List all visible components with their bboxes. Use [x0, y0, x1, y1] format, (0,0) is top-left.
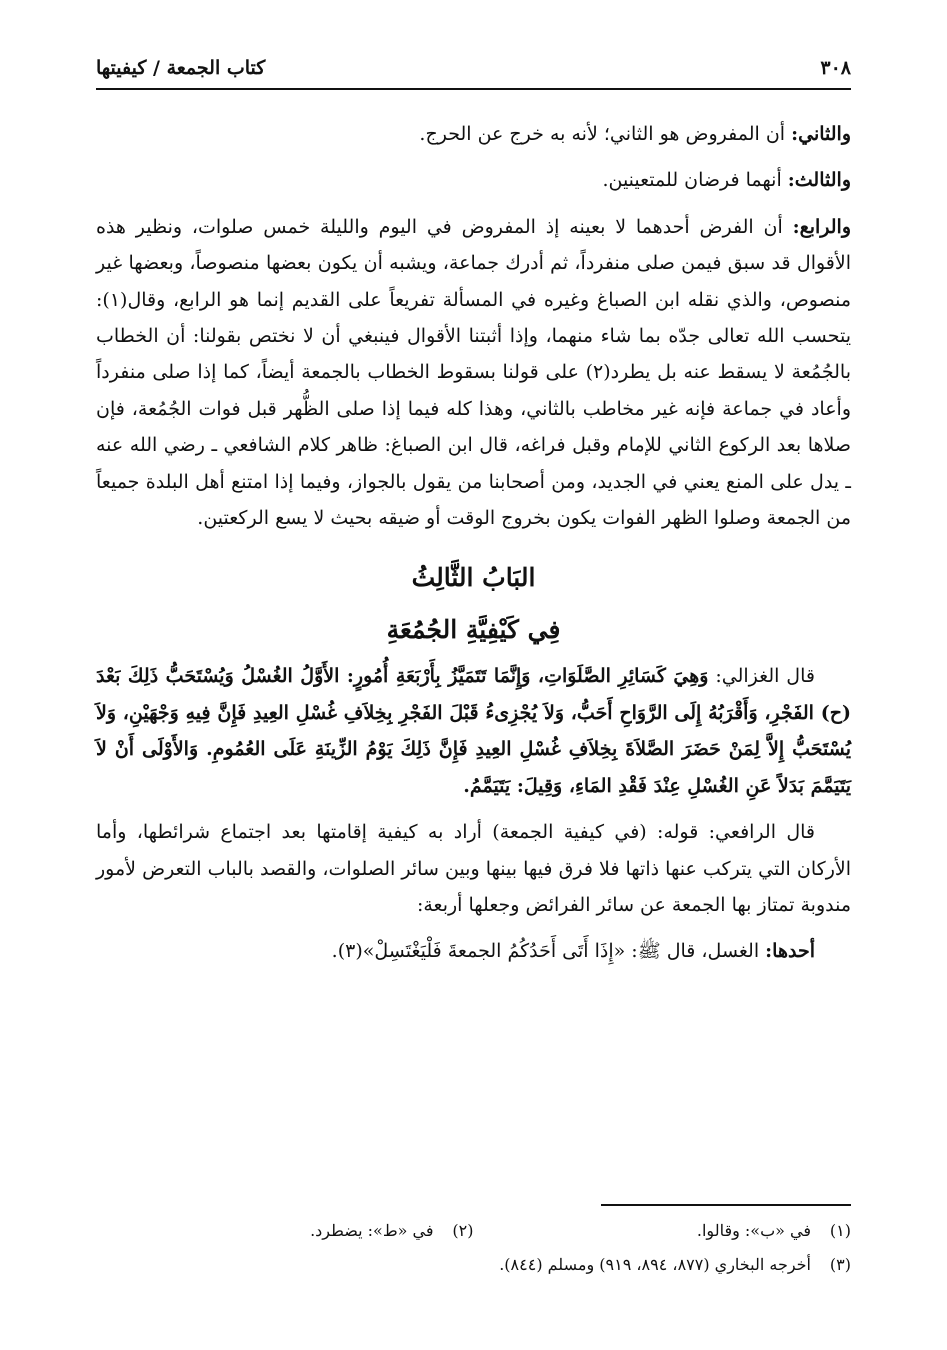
- paragraph-lead: أحدها:: [765, 940, 815, 963]
- rafii-commentary: قال الرافعي: قوله: (في كيفية الجمعة) أراد به كيفية إقامتها بعد اجتماع شرائطها، وأما الأركان التي يتركب عنها ذاتها فلا فرق فيها بينها وبين سائر الصلوات، والقصد بالباب التعرض لأمور مندوبة تمتاز بها الجمعة عن سائر الفرائض وجعلها أربعة:: [96, 821, 851, 916]
- paragraph-fourth: [96, 209, 851, 537]
- footnote-divider: [601, 1204, 851, 1206]
- footnote-text: في «ط»: يضطرد.: [310, 1221, 434, 1240]
- footnotes: [96, 1214, 851, 1282]
- footnote-3: [499, 1248, 851, 1282]
- chapter-subheading: فِي كَيْفِيَّةِ الجُمُعَةِ: [386, 615, 561, 645]
- footnote-row: [96, 1248, 851, 1282]
- ghazali-matn: [96, 658, 851, 804]
- footnote-text: في «ب»: وقالوا.: [696, 1221, 811, 1240]
- running-title: كتاب الجمعة / كيفيتها: [96, 57, 266, 79]
- paragraph-lead: والثاني:: [791, 123, 851, 145]
- ghazali-intro: قال الغزالي:: [708, 665, 815, 688]
- paragraph-body: أن الفرض أحدهما لا بعينه إذ المفروض في اليوم والليلة خمس صلوات، ونظير هذه الأقوال قد سبق فيمن صلى منفرداً، ثم أدرك جماعة، ويشبه أن يكون بعضها منصوصاً، وبعضها غير منصوص، والذي نقله ابن الصباغ وغيره في المسألة تفريعاً على القديم إنما هو الرابع، وقال(١): يتحسب الله تعالى جدّه بما شاء منهما، وإذا أثبتنا الأقوال فينبغي أن لا نختص بقولنا: أن الخطاب بالجُمُعة لا يسقط عنه بل يطرد(٢) على قولنا بسقوط الخطاب بالجمعة أيضاً، كما إذا صلى منفرداً وأعاد في جماعة فإنه غير مخاطب بالثاني، وهذا كله فيما إذا صلى الظُّهر قبل فوات الجُمُعة، فإن صلاها بعد الركوع الثاني للإمام وقبل فراغه، قال ابن الصباغ: ظاهر كلام الشافعي ـ رضي الله عنه ـ يدل على المنع يعني في الجديد، ومن أصحابنا من يقول بالجواز، وفيما إذا امتنع أهل البلدة جميعاً من الجمعة وصلوا الظهر الفوات يكون بخروج الوقت أو ضيقه بحيث لا يسع الركعتين.: [96, 215, 851, 530]
- paragraph-second: [96, 116, 851, 152]
- ghazali-matn-text: وَهِيَ كَسَائِرِ الصَّلَوَاتِ، وَإِنَّمَا تَتَمَيَّزُ بِأَرْبَعَةِ أُمُورٍ: الأَوَّلُ الغُسْلُ وَيُسْتَحَبُّ ذَلِكَ بَعْدَ (ح) الفَجْرِ، وَأَقْرَبُهُ إِلَى الرَّوَاحِ أَحَبُّ، وَلاَ يُجْزِىءُ قَبْلَ الفَجْرِ بِخِلاَفِ غُسْلِ العِيدِ فَإِنَّ فِيهِ وَجْهَيْنِ، وَلاَ يُسْتَحَبُّ إِلاَّ لِمَنْ حَضَرَ الصَّلاَةَ بِخِلاَفِ غُسْلِ العِيدِ فَإِنَّ ذَلِكَ يَوْمُ الزِّينَةِ عَلَى العُمُومِ. وَالأَوْلَى أَنْ لاَ يَتَيَمَّمَ بَدَلاً عَنِ الغُسْلِ عِنْدَ فَقْدِ المَاءِ، وَقِيلَ: يَتَيَمَّمُ.: [96, 665, 851, 797]
- footnote-number: (١): [829, 1221, 851, 1240]
- paragraph-lead: والرابع:: [792, 215, 851, 238]
- footnote-1: [474, 1214, 852, 1248]
- paragraph-first-item: [96, 933, 851, 969]
- footnote-row: [96, 1214, 851, 1248]
- paragraph-lead: والثالث:: [787, 169, 851, 192]
- footnote-2: [96, 1214, 474, 1248]
- main-text: [96, 116, 851, 980]
- footnote-text: أخرجه البخاري (٨٧٧، ٨٩٤، ٩١٩) ومسلم (٨٤٤).: [499, 1255, 811, 1274]
- chapter-heading: البَابُ الثَّالِثُ: [411, 563, 536, 593]
- paragraph-body: أن المفروض هو الثاني؛ لأنه به خرج عن الحرج.: [419, 123, 792, 145]
- paragraph-body: الغسل، قال ﷺ: «إِذَا أَتَى أَحَدُكُمُ الجمعةَ فَلْيَغْتَسِلْ»(٣).: [331, 940, 766, 963]
- footnote-number: (٣): [829, 1255, 851, 1274]
- paragraph-third: [96, 162, 851, 198]
- footnote-number: (٢): [452, 1221, 474, 1240]
- page-header: [96, 48, 851, 90]
- paragraph-body: أنهما فرضان للمتعينين.: [602, 169, 788, 192]
- page-number: ٣٠٨: [820, 57, 851, 79]
